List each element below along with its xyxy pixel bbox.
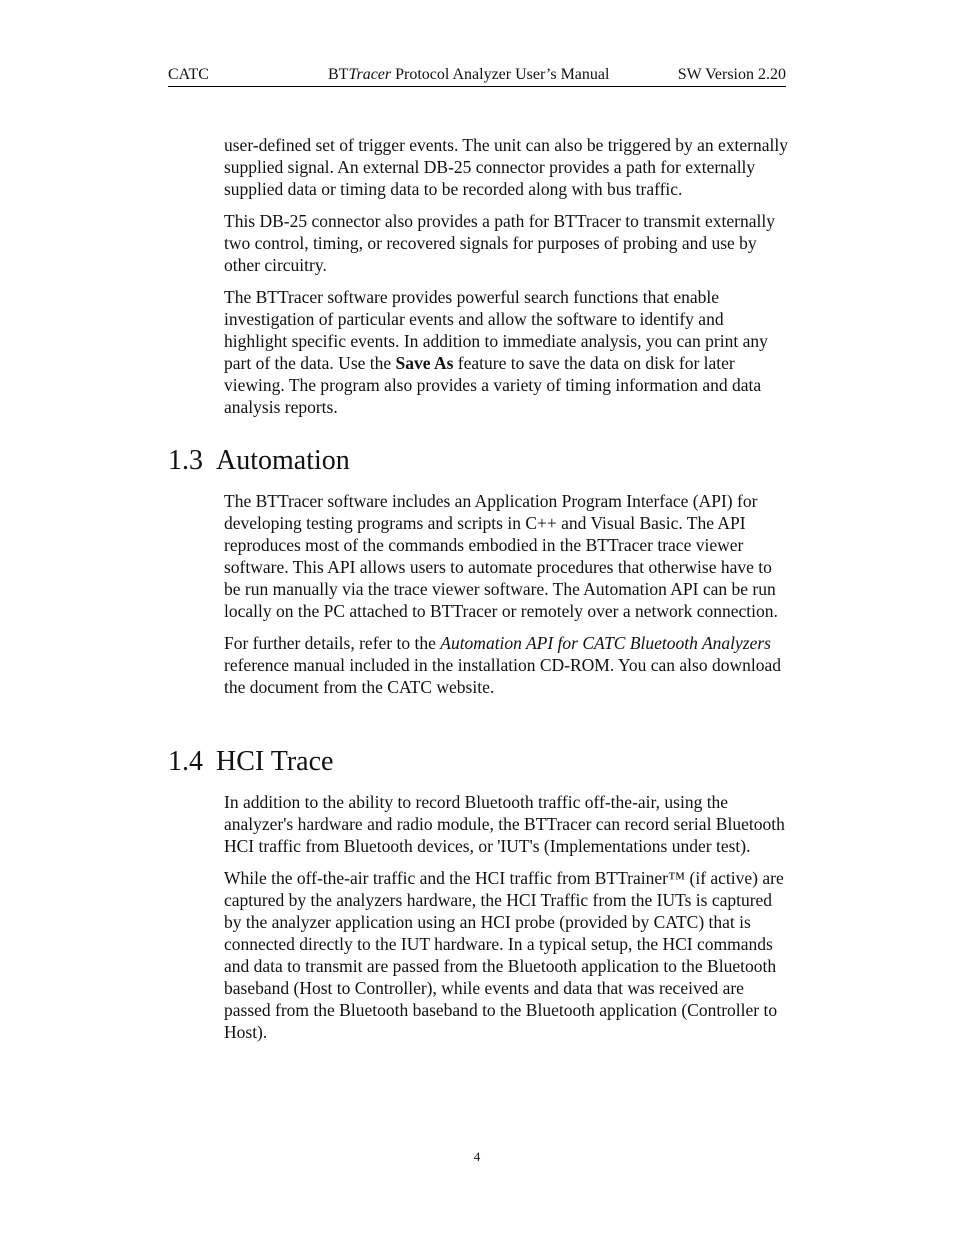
header-version: SW Version 2.20 <box>677 66 786 83</box>
intro-paragraph-2: This DB-25 connector also provides a path for BTTracer to transmit externally two control, timing, or recovered signals for purposes of probing and use by other circuitry. <box>224 211 775 275</box>
header-company: CATC <box>168 66 209 83</box>
header-manual-title <box>328 66 609 84</box>
section-title: HCI Trace <box>216 746 334 777</box>
section-title: Automation <box>216 445 350 476</box>
save-as-term: Save As <box>395 353 454 373</box>
hci-text <box>224 791 789 1053</box>
automation-paragraph-2 <box>224 632 789 698</box>
page-number: 4 <box>473 1149 481 1164</box>
api-manual-title: Automation API for CATC Bluetooth Analyzers <box>440 633 771 653</box>
intro-p3-b: feature to save the data on disk for later viewing. The program also provides a variety of timing information and data analysis reports. <box>224 353 762 417</box>
automation-text <box>224 490 789 708</box>
automation-paragraph-1: The BTTracer software includes an Application Program Interface (API) for developing testing programs and scripts in C++ and Visual Basic. The API reproduces most of the commands embodied in the BTTracer trace viewer software. This API allows users to automate procedures that otherwise have to be run manually via the trace viewer software. The Automation API can be run locally on the PC attached to BTTracer or remotely over a network connection. <box>224 491 778 621</box>
hci-paragraph-1: In addition to the ability to record Bluetooth traffic off-the-air, using the analyzer's hardware and radio module, the BTTracer can record serial Bluetooth HCI traffic from Bluetooth devices, or 'IUT's (Implementations under test). <box>224 792 785 856</box>
intro-text <box>224 134 789 428</box>
intro-paragraph-1: user-defined set of trigger events. The unit can also be triggered by an externally supplied signal. An external DB-25 connector provides a path for externally supplied data or timing data to be recorded along with bus traffic. <box>224 135 788 199</box>
automation-p2-b: reference manual included in the installation CD-ROM. You can also download the document from the CATC website. <box>224 655 781 697</box>
section-number: 1.4 <box>168 746 203 777</box>
intro-paragraph-3 <box>224 286 789 418</box>
section-heading-automation <box>168 445 350 477</box>
hci-paragraph-2: While the off-the-air traffic and the HCI traffic from BTTrainer™ (if active) are captured by the analyzers hardware, the HCI Traffic from the IUTs is captured by the analyzer application using an HCI probe (provided by CATC) that is connected directly to the IUT hardware. In a typical setup, the HCI commands and data to transmit are passed from the Bluetooth application to the Bluetooth baseband (Host to Controller), while events and data that was received are passed from the Bluetooth baseband to the Bluetooth application (Controller to Host). <box>224 868 784 1042</box>
header-title-prefix: BT <box>328 66 349 83</box>
automation-p2-a: For further details, refer to the <box>224 633 441 653</box>
header-title-italic: Tracer <box>348 66 392 83</box>
page-header <box>168 66 786 87</box>
section-heading-hci-trace <box>168 746 333 778</box>
section-number: 1.3 <box>168 445 203 476</box>
intro-p3-a: The BTTracer software provides powerful search functions that enable investigation of particular events and allow the software to identify and highlight specific events. In addition to immediate analysis, you can print any part of the data. Use the <box>224 287 768 373</box>
header-title-rest: Protocol Analyzer User’s Manual <box>391 66 610 83</box>
